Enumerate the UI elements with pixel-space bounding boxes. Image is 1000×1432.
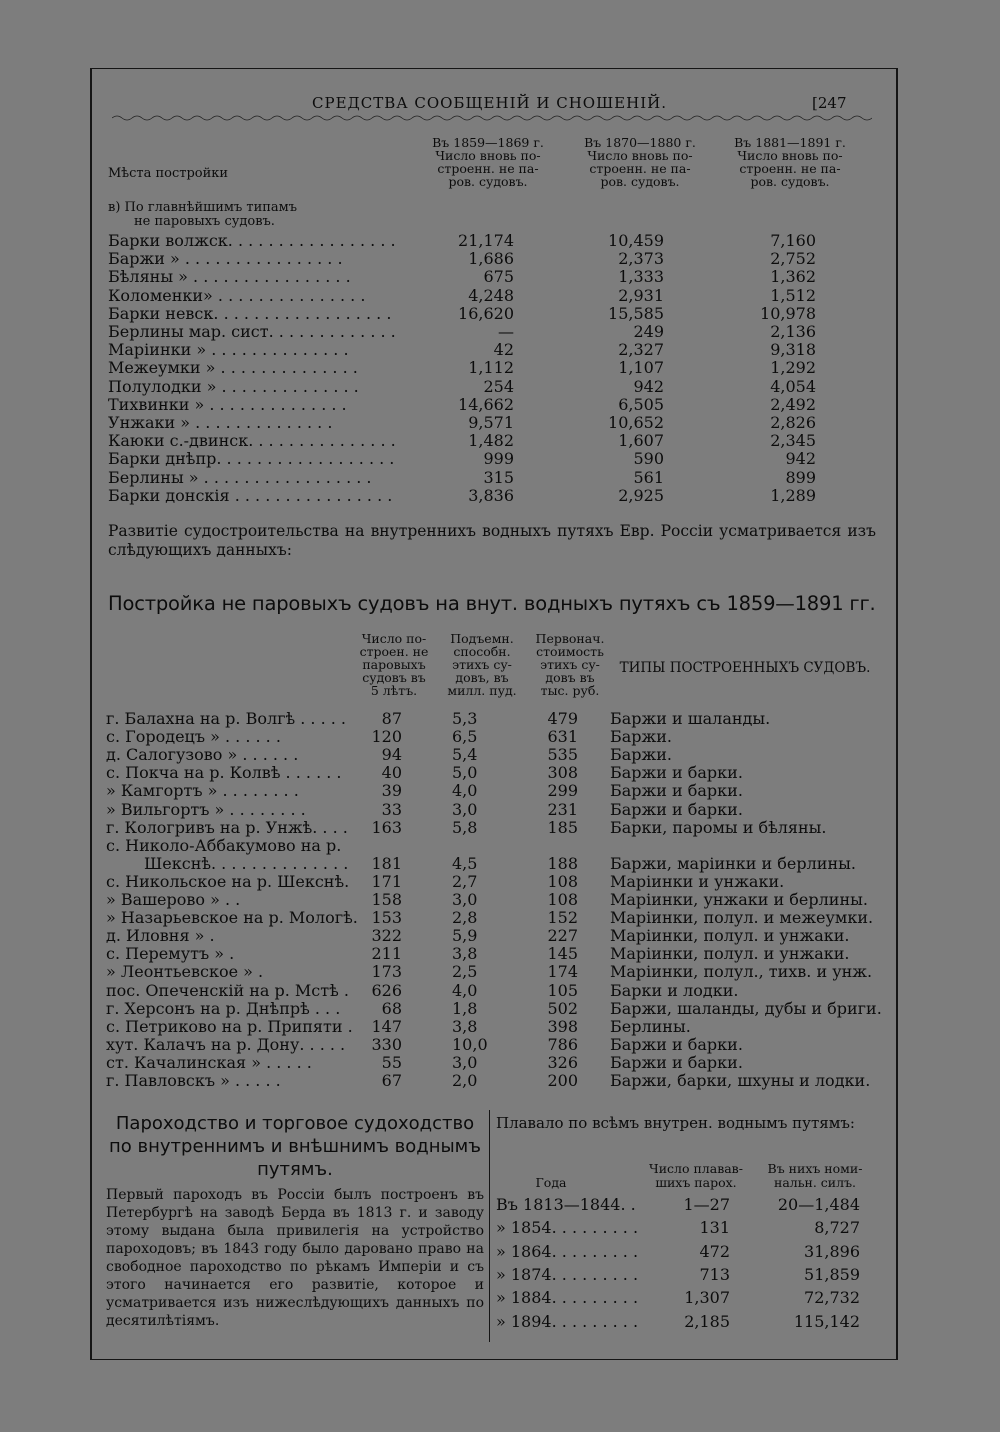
- value-1881-1891: 2,826: [770, 413, 816, 432]
- page-number: [247: [812, 94, 847, 112]
- section-body: Первый пароходъ въ Россіи былъ построенъ въ Петербургѣ на заводѣ Берда въ 1813 г. и заводу этому выдана была привилегія на устройство пароходовъ; въ 1843 году было даровано право на свободное пароходство по рѣкамъ Имперіи и съ этого начинается его развитіе, которое и усматривается изъ нижеслѣдующихъ данныхъ по десятилѣтіямъ.: [106, 1187, 484, 1329]
- value-1870-1880: 1,607: [618, 431, 664, 451]
- vessel-count: 67: [381, 1071, 402, 1090]
- vessel-count: 211: [371, 944, 402, 964]
- vessel-types: Маріинки, полул. и межеумки.: [610, 908, 874, 928]
- value-1859-1869: —: [498, 322, 514, 341]
- table-row: [108, 268, 876, 286]
- table-row: [108, 250, 876, 268]
- capacity: 5,9: [452, 926, 478, 946]
- cost: 188: [547, 853, 578, 873]
- capacity: 3,8: [452, 944, 478, 964]
- value-1870-1880: 2,327: [618, 340, 664, 360]
- table-row: [108, 378, 876, 396]
- value-1870-1880: 1,107: [618, 358, 664, 378]
- place: » Назарьевское на р. Мологѣ.: [106, 908, 358, 928]
- vessel-types: Маріинки и унжаки.: [610, 871, 785, 891]
- value-1859-1869: 675: [483, 267, 514, 287]
- table-row: [108, 432, 876, 450]
- capacity: 1,8: [452, 998, 478, 1018]
- year: » 1854. . . . . . . . .: [496, 1218, 639, 1238]
- value-1870-1880: 10,459: [608, 231, 664, 250]
- table-row: [106, 945, 878, 963]
- capacity: 5,3: [452, 709, 478, 728]
- cost: 308: [547, 763, 578, 783]
- column-header-1870: Въ 1870—1880 г. Число вновь по- строенн. не па- ров. судовъ.: [584, 135, 696, 189]
- vessel-type: Тихвинки » . . . . . . . . . . . . . .: [108, 394, 347, 414]
- value-1859-1869: 16,620: [458, 303, 514, 323]
- value-1870-1880: 1,333: [618, 267, 664, 287]
- value-1881-1891: 1,289: [770, 485, 816, 505]
- table-row: [106, 728, 878, 746]
- place: с. Петриково на р. Припяти .: [106, 1016, 353, 1036]
- column-header-1859: Въ 1859—1869 г. Число вновь по- строенн. не па- ров. судовъ.: [432, 135, 544, 189]
- table-row: [106, 819, 878, 837]
- vessel-count: 626: [371, 980, 402, 1000]
- vessel-types: Баржи.: [610, 727, 673, 747]
- vessel-type: Берлины мар. сист. . . . . . . . . . . . .: [108, 322, 396, 341]
- column-header-count: Число по- строен. не паровыхъ судовъ въ 5 лѣтъ.: [359, 631, 429, 698]
- vessel-types: Барки, паромы и бѣляны.: [610, 817, 827, 837]
- capacity: 5,0: [452, 763, 478, 783]
- vessel-count: 181: [371, 853, 402, 873]
- value-1859-1869: 9,571: [468, 413, 514, 432]
- table-row: [106, 963, 878, 981]
- table-row: [108, 469, 876, 487]
- capacity: 5,4: [452, 745, 478, 765]
- place: с. Городецъ » . . . . . .: [106, 727, 281, 747]
- table-row: [106, 710, 878, 728]
- vessel-types: Баржи и барки.: [610, 763, 743, 783]
- vessel-type: Барки невск. . . . . . . . . . . . . . . . . .: [108, 303, 392, 323]
- value-1881-1891: 2,752: [770, 249, 816, 269]
- vessel-count: 87: [381, 709, 402, 728]
- table-row: [108, 287, 876, 305]
- table-row: [108, 396, 876, 414]
- value-1881-1891: 4,054: [770, 376, 816, 396]
- vessel-count: 153: [371, 908, 402, 928]
- place: » Леонтьевское » .: [106, 962, 264, 982]
- value-1881-1891: 2,136: [770, 322, 816, 341]
- capacity: 2,5: [452, 962, 478, 982]
- table-row: [106, 764, 878, 782]
- value-1881-1891: 899: [785, 467, 816, 487]
- table-row: [106, 746, 878, 764]
- value-1870-1880: 590: [633, 449, 664, 469]
- vessel-type: Унжаки » . . . . . . . . . . . . . .: [108, 413, 333, 432]
- table-row: [106, 982, 878, 1000]
- value-1870-1880: 15,585: [608, 303, 664, 323]
- vessel-types: Барки и лодки.: [610, 980, 739, 1000]
- section-title: Пароходство и торговое судоходство по внутреннимъ и внѣшнимъ воднымъ путямъ.: [109, 1113, 481, 1180]
- steamer-count: 1,307: [684, 1288, 730, 1308]
- value-1870-1880: 942: [633, 376, 664, 396]
- capacity: 2,7: [452, 871, 478, 891]
- capacity: 3,0: [452, 799, 478, 819]
- table-row: [496, 1311, 874, 1335]
- column-header-year: Года: [535, 1175, 567, 1190]
- value-1859-1869: 42: [493, 340, 514, 360]
- year: » 1894. . . . . . . . .: [496, 1311, 639, 1331]
- value-1881-1891: 7,160: [770, 231, 816, 250]
- place: г. Херсонъ на р. Днѣпрѣ . . .: [106, 998, 341, 1018]
- vessel-type: Полулодки » . . . . . . . . . . . . . .: [108, 376, 359, 396]
- vessel-count: 171: [371, 871, 402, 891]
- table-row: [106, 1018, 878, 1036]
- vessel-types: Баржи и барки.: [610, 1052, 743, 1072]
- cost: 326: [547, 1052, 578, 1072]
- vessel-count: 68: [381, 998, 402, 1018]
- value-1870-1880: 10,652: [608, 413, 664, 432]
- column-header-capacity: Подъемн. способн. этихъ су- довъ, въ милл. пуд.: [447, 631, 517, 698]
- value-1870-1880: 2,373: [618, 249, 664, 269]
- vessel-count: 39: [381, 781, 402, 801]
- vessel-types: Маріинки, полул., тихв. и унж.: [610, 962, 873, 982]
- vessel-types: Баржи и барки.: [610, 799, 743, 819]
- vessel-type: Маріинки » . . . . . . . . . . . . . .: [108, 340, 349, 360]
- place: с. Перемутъ » .: [106, 944, 235, 964]
- table-row: [496, 1217, 874, 1241]
- vessel-count: 40: [381, 763, 402, 783]
- cost: 631: [547, 727, 578, 747]
- steamer-count: 713: [699, 1264, 730, 1284]
- table-row: [106, 1036, 878, 1054]
- vessel-type: Барки днѣпр. . . . . . . . . . . . . . . . . .: [108, 449, 395, 469]
- place: д. Салогузово » . . . . . .: [106, 745, 299, 765]
- cost: 185: [547, 817, 578, 837]
- place: Шекснѣ. . . . . . . . . . . . . .: [144, 853, 349, 873]
- table-row: [108, 341, 876, 359]
- table-row: [106, 1054, 878, 1072]
- vessel-types: Маріинки, полул. и унжаки.: [610, 944, 850, 964]
- cost: 227: [547, 926, 578, 946]
- year: » 1864. . . . . . . . .: [496, 1241, 639, 1261]
- table-row: [106, 891, 878, 909]
- cost: 502: [547, 998, 578, 1018]
- place: хут. Калачъ на р. Дону. . . . .: [106, 1034, 346, 1054]
- vessel-type: Межеумки » . . . . . . . . . . . . . .: [108, 358, 358, 378]
- year: » 1884. . . . . . . . .: [496, 1288, 639, 1308]
- value-1859-1869: 3,836: [468, 485, 514, 505]
- value-1859-1869: 254: [483, 376, 514, 396]
- cost: 145: [547, 944, 578, 964]
- table-row: [106, 837, 878, 855]
- column-header-cost: Первонач. стоимость этихъ су- довъ въ тыс. руб.: [535, 631, 605, 698]
- vessel-types: Баржи, барки, шхуны и лодки.: [610, 1071, 871, 1090]
- nominal-power: 31,896: [804, 1241, 860, 1261]
- vessel-types: Баржи.: [610, 745, 673, 765]
- vessel-count: 33: [381, 799, 402, 819]
- table-row: [496, 1194, 874, 1218]
- table-row: [106, 873, 878, 891]
- table-row: [106, 782, 878, 800]
- place: » Камгортъ » . . . . . . . .: [106, 781, 299, 801]
- vessel-count: 173: [371, 962, 402, 982]
- vessel-types: Баржи, шаланды, дубы и бриги.: [610, 998, 882, 1018]
- value-1870-1880: 561: [633, 467, 664, 487]
- value-1881-1891: 1,362: [770, 267, 816, 287]
- cost: 231: [547, 799, 578, 819]
- table-row: [106, 998, 882, 1018]
- steamer-count: 2,185: [684, 1311, 730, 1331]
- capacity: 5,8: [452, 817, 478, 837]
- column-header-1881: Въ 1881—1891 г. Число вновь по- строенн. не па- ров. судовъ.: [734, 135, 846, 189]
- intro-paragraph: Развитіе судостроительства на внутреннихъ водныхъ путяхъ Евр. Россіи усматривается изъ слѣдующихъ данныхъ:: [108, 522, 876, 559]
- vessel-type: Берлины » . . . . . . . . . . . . . . . . .: [108, 467, 372, 487]
- table-title: Постройка не паровыхъ судовъ на внут. водныхъ путяхъ съ 1859—1891 гг.: [108, 592, 876, 615]
- value-1881-1891: 2,492: [770, 394, 816, 414]
- value-1859-1869: 315: [483, 467, 514, 487]
- running-head: СРЕДСТВА СООБЩЕНІЙ И СНОШЕНІЙ.: [312, 94, 667, 112]
- table-row: [106, 1072, 878, 1090]
- vessel-types: Баржи и барки.: [610, 781, 743, 801]
- capacity: 10,0: [452, 1034, 488, 1054]
- nominal-power: 20—1,484: [777, 1195, 860, 1214]
- cost: 105: [547, 980, 578, 1000]
- cost: 535: [547, 745, 578, 765]
- steamer-count: 472: [699, 1241, 730, 1261]
- subheading-line-1: в) По главнѣйшимъ типамъ: [108, 200, 298, 215]
- table-row: [108, 232, 876, 250]
- value-1870-1880: 249: [633, 322, 664, 341]
- vessel-count: 322: [371, 926, 402, 946]
- capacity: 3,8: [452, 1016, 478, 1036]
- year: Въ 1813—1844. .: [496, 1195, 636, 1214]
- steamer-count: 131: [699, 1218, 730, 1238]
- nominal-power: 115,142: [793, 1311, 860, 1331]
- table-row: [106, 909, 878, 927]
- value-1859-1869: 14,662: [458, 394, 514, 414]
- vessel-type: Барки волжск. . . . . . . . . . . . . . . . .: [108, 231, 396, 250]
- vessel-type: Каюки с.-двинск. . . . . . . . . . . . . . .: [108, 431, 396, 451]
- nominal-power: 72,732: [804, 1288, 860, 1308]
- table-row: [106, 927, 878, 945]
- value-1859-1869: 1,482: [468, 431, 514, 451]
- vessel-count: 147: [371, 1016, 402, 1036]
- place: с. Никольское на р. Шекснѣ.: [106, 871, 350, 891]
- vessel-types: Баржи и барки.: [610, 1034, 743, 1054]
- table-row: [108, 323, 876, 341]
- steamers-intro: Плавало по всѣмъ внутрен. воднымъ путямъ:: [496, 1114, 855, 1132]
- capacity: 4,0: [452, 980, 478, 1000]
- table-row: [108, 359, 876, 377]
- capacity: 2,8: [452, 908, 478, 928]
- place: » Вашерово » . .: [106, 890, 241, 909]
- vessel-types: Баржи и шаланды.: [610, 709, 771, 728]
- place: пос. Опеченскій на р. Мстѣ .: [106, 980, 349, 1000]
- value-1859-1869: 4,248: [468, 285, 514, 305]
- value-1859-1869: 1,686: [468, 249, 514, 269]
- capacity: 2,0: [452, 1071, 478, 1090]
- vessel-count: 94: [381, 745, 402, 765]
- vessel-types: Маріинки, унжаки и берлины.: [610, 890, 868, 909]
- place: ст. Качалинская » . . . . .: [106, 1052, 312, 1072]
- vessel-types: Маріинки, полул. и унжаки.: [610, 926, 850, 946]
- place: с. Покча на р. Колвѣ . . . . . .: [106, 763, 342, 783]
- subheading-line-2: не паровыхъ судовъ.: [134, 214, 275, 229]
- table-row: [496, 1287, 874, 1311]
- value-1881-1891: 10,978: [760, 303, 816, 323]
- place: д. Иловня » .: [106, 926, 215, 946]
- year: » 1874. . . . . . . . .: [496, 1264, 639, 1284]
- value-1881-1891: 1,292: [770, 358, 816, 378]
- place: с. Николо-Аббакумово на р.: [106, 835, 342, 855]
- vessel-type: Коломенки» . . . . . . . . . . . . . . .: [108, 285, 366, 305]
- cost: 200: [547, 1071, 578, 1090]
- vessel-type: Бѣляны » . . . . . . . . . . . . . . . .: [108, 267, 351, 287]
- cost: 299: [547, 781, 578, 801]
- value-1859-1869: 21,174: [458, 231, 514, 250]
- table-row: [106, 801, 878, 819]
- vessel-count: 55: [381, 1052, 402, 1072]
- cost: 108: [547, 890, 578, 909]
- steamer-count: 1—27: [683, 1195, 730, 1214]
- capacity: 3,0: [452, 1052, 478, 1072]
- place: г. Павловскъ » . . . . .: [106, 1071, 281, 1090]
- capacity: 4,5: [452, 853, 478, 873]
- cost: 786: [547, 1034, 578, 1054]
- cost: 174: [547, 962, 578, 982]
- table-row: [108, 414, 876, 432]
- place-column-header: Мѣста постройки: [108, 166, 229, 181]
- table-row: [108, 487, 876, 505]
- cost: 152: [547, 908, 578, 928]
- place: г. Кологривъ на р. Унжѣ. . . .: [106, 817, 348, 837]
- value-1881-1891: 1,512: [770, 285, 816, 305]
- value-1881-1891: 2,345: [770, 431, 816, 451]
- vessel-count: 120: [371, 727, 402, 747]
- capacity: 4,0: [452, 781, 478, 801]
- value-1870-1880: 6,505: [618, 394, 664, 414]
- table-row: [496, 1241, 874, 1265]
- value-1870-1880: 2,931: [618, 285, 664, 305]
- cost: 398: [547, 1016, 578, 1036]
- capacity: 6,5: [452, 727, 478, 747]
- value-1870-1880: 2,925: [618, 485, 664, 505]
- vessel-count: 158: [371, 890, 402, 909]
- value-1859-1869: 1,112: [468, 358, 514, 378]
- place: г. Балахна на р. Волгѣ . . . . .: [106, 709, 347, 728]
- nominal-power: 51,859: [804, 1264, 860, 1284]
- table-row: [496, 1264, 874, 1288]
- column-divider: [489, 1110, 490, 1342]
- vessel-types: Баржи, маріинки и берлины.: [610, 853, 856, 873]
- value-1881-1891: 9,318: [770, 340, 816, 360]
- nominal-power: 8,727: [814, 1218, 860, 1238]
- column-header-power: Въ нихъ номи- нальн. силъ.: [767, 1161, 863, 1190]
- vessel-type: Барки донскія . . . . . . . . . . . . . . . .: [108, 485, 393, 505]
- table-row: [108, 305, 876, 323]
- vessel-count: 330: [371, 1034, 402, 1054]
- wavy-rule: [112, 114, 872, 122]
- capacity: 3,0: [452, 890, 478, 909]
- table-row: [106, 855, 878, 873]
- place: » Вильгортъ » . . . . . . . .: [106, 799, 306, 819]
- cost: 108: [547, 871, 578, 891]
- column-header-steamers: Число плавав- шихъ парох.: [649, 1161, 743, 1190]
- cost: 479: [547, 709, 578, 728]
- value-1859-1869: 999: [483, 449, 514, 469]
- column-header-types: ТИПЫ ПОСТРОЕННЫХЪ СУДОВЪ.: [619, 660, 871, 676]
- vessel-type: Баржи » . . . . . . . . . . . . . . . .: [108, 249, 343, 269]
- vessel-types: Берлины.: [610, 1016, 691, 1036]
- table-row: [108, 450, 876, 468]
- vessel-count: 163: [371, 817, 402, 837]
- value-1881-1891: 942: [785, 449, 816, 469]
